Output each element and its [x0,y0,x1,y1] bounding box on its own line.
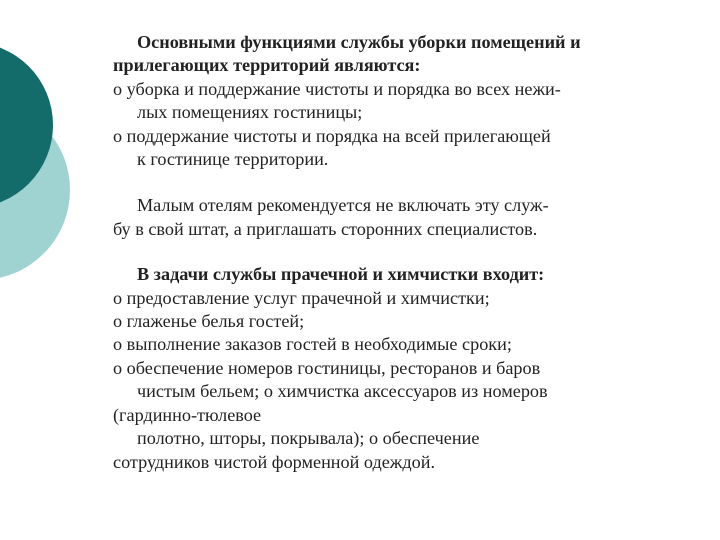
laundry-item-4-line-1: o обеспечение номеров гостиницы, ресторанов и баров [113,357,541,378]
section-laundry-service [113,263,698,474]
small-hotels-line-1: Малым отелям рекомендуется не включать эту служ- [137,195,549,216]
cleaning-item-1-line-1: o уборка и поддержание чистоты и порядка во всех нежи- [113,78,561,99]
cleaning-item-2-line-1: o поддержание чистоты и порядка на всей прилегающей [113,125,551,146]
laundry-item-3: o выполнение заказов гостей в необходимые сроки; [113,334,512,355]
laundry-item-4-line-5: сотрудников чистой форменной одеждой. [113,451,435,472]
slide-text [113,31,698,474]
cleaning-item-2-line-2: к гостинице территории. [137,149,329,170]
small-hotels-line-2: бу в свой штат, а приглашать сторонних специалистов. [113,218,538,239]
cleaning-heading-line-1: Основными функциями службы уборки помещений и [137,32,581,52]
cleaning-heading-line-2: прилегающих территорий являются: [113,55,421,76]
laundry-heading: В задачи службы прачечной и химчистки входит: [137,264,545,285]
decorative-circles [0,0,90,300]
section-small-hotels [113,194,698,241]
laundry-item-1: o предоставление услуг прачечной и химчистки; [113,287,490,308]
laundry-item-4-line-3: (гардинно-тюлевое [113,404,262,425]
laundry-item-2: o глаженье белья гостей; [113,311,305,332]
laundry-item-4-line-4: полотно, шторы, покрывала); o обеспечение [137,428,480,449]
laundry-item-4-line-2: чистым бельем; o химчистка аксессуаров из номеров [137,381,548,402]
section-cleaning-service [113,31,698,171]
cleaning-item-1-line-2: лых помещениях гостиницы; [137,102,363,123]
